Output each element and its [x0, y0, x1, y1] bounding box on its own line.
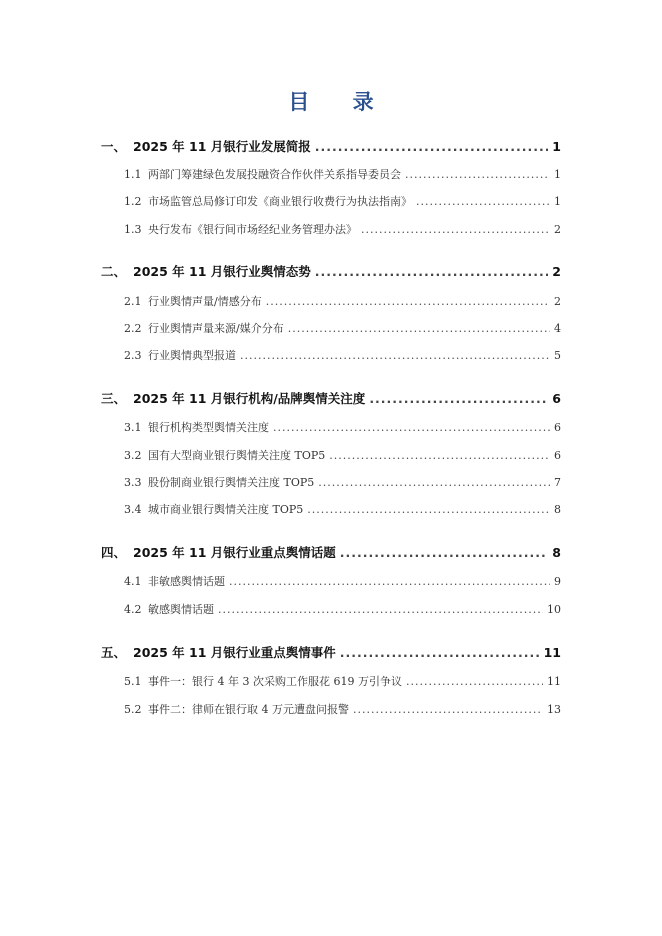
toc-entry-number: 3.1: [124, 421, 142, 434]
toc-entry-number: 2.3: [124, 349, 142, 362]
toc-leader-dots: [229, 575, 550, 588]
toc-section-entry[interactable]: [101, 643, 561, 661]
toc-section-entry[interactable]: [101, 543, 561, 561]
toc-leader-dots: [288, 322, 550, 335]
toc-page-number: 13: [547, 703, 561, 716]
toc-leader-dots: [240, 349, 550, 362]
toc-entry-number: 2.1: [124, 295, 142, 308]
toc-leader-dots: [315, 139, 549, 154]
toc-leader-dots: [307, 503, 550, 516]
toc-entry-title: 国有大型商业银行舆情关注度 TOP5: [148, 449, 326, 462]
toc-subsection-entry[interactable]: [124, 501, 561, 517]
toc-entry-number: 3.4: [124, 503, 142, 516]
toc-leader-dots: [405, 168, 550, 181]
toc-leader-dots: [315, 264, 549, 279]
toc-subsection-entry[interactable]: [124, 701, 561, 717]
toc-section-entry[interactable]: [101, 389, 561, 407]
toc-entry-title: 两部门筹建绿色发展投融资合作伙伴关系指导委员会: [148, 168, 401, 181]
toc-leader-dots: [340, 545, 549, 560]
toc-entry-title: 2025 年 11 月银行机构/品牌舆情关注度: [133, 391, 366, 406]
toc-leader-dots: [361, 223, 550, 236]
toc-subsection-entry[interactable]: [124, 601, 561, 617]
toc-page-number: 6: [554, 421, 561, 434]
toc-title: 目 录: [288, 89, 392, 114]
toc-entry-title: 银行机构类型舆情关注度: [148, 421, 269, 434]
toc-subsection-entry[interactable]: [124, 419, 561, 435]
toc-entry-title: 2025 年 11 月银行业舆情态势: [133, 264, 311, 279]
toc-page-number: 2: [552, 264, 561, 279]
toc-subsection-entry[interactable]: [124, 193, 561, 209]
toc-entry-title: 敏感舆情话题: [148, 603, 214, 616]
toc-leader-dots: [340, 645, 540, 660]
toc-entry-title: 2025 年 11 月银行业发展简报: [133, 139, 311, 154]
toc-entry-number: 二、: [101, 264, 127, 279]
toc-entry-number: 3.2: [124, 449, 142, 462]
toc-leader-dots: [329, 449, 550, 462]
toc-page-number: 9: [554, 575, 561, 588]
toc-entry-number: 1.1: [124, 168, 142, 181]
toc-subsection-entry[interactable]: [124, 474, 561, 490]
toc-entry-title: 事件一：银行 4 年 3 次采购工作服花 619 万引争议: [148, 675, 402, 688]
toc-entry-number: 4.2: [124, 603, 142, 616]
toc-entry-title: 行业舆情典型报道: [148, 349, 236, 362]
toc-entry-number: 5.2: [124, 703, 142, 716]
toc-subsection-entry[interactable]: [124, 320, 561, 336]
toc-leader-dots: [369, 391, 548, 406]
toc-leader-dots: [406, 675, 543, 688]
toc-section-entry[interactable]: [101, 137, 561, 155]
toc-entry-number: 四、: [101, 545, 127, 560]
toc-leader-dots: [266, 295, 550, 308]
toc-entry-number: 五、: [101, 645, 127, 660]
toc-entry-title: 行业舆情声量/情感分布: [148, 295, 262, 308]
toc-section-entry[interactable]: [101, 262, 561, 280]
toc-subsection-entry[interactable]: [124, 166, 561, 182]
toc-entry-title: 事件二：律师在银行取 4 万元遭盘问报警: [148, 703, 349, 716]
toc-leader-dots: [416, 195, 550, 208]
toc-leader-dots: [273, 421, 550, 434]
toc-entry-title: 2025 年 11 月银行业重点舆情事件: [133, 645, 336, 660]
toc-page-number: 1: [554, 168, 561, 181]
toc-page-number: 4: [554, 322, 561, 335]
toc-page-number: 5: [554, 349, 561, 362]
toc-leader-dots: [353, 703, 543, 716]
toc-page-number: 8: [554, 503, 561, 516]
toc-page-number: 11: [547, 675, 561, 688]
toc-entry-title: 城市商业银行舆情关注度 TOP5: [148, 503, 304, 516]
toc-page-number: 1: [554, 195, 561, 208]
toc-subsection-entry[interactable]: [124, 673, 561, 689]
toc-entry-number: 1.3: [124, 223, 142, 236]
toc-entry-title: 股份制商业银行舆情关注度 TOP5: [148, 476, 315, 489]
toc-entry-number: 三、: [101, 391, 127, 406]
toc-subsection-entry[interactable]: [124, 573, 561, 589]
toc-leader-dots: [218, 603, 543, 616]
toc-page-number: 11: [543, 645, 561, 660]
toc-entry-number: 5.1: [124, 675, 142, 688]
toc-subsection-entry[interactable]: [124, 347, 561, 363]
toc-entry-number: 4.1: [124, 575, 142, 588]
toc-entry-number: 1.2: [124, 195, 142, 208]
toc-entry-title: 非敏感舆情话题: [148, 575, 225, 588]
toc-subsection-entry[interactable]: [124, 221, 561, 237]
toc-entry-title: 央行发布《银行间市场经纪业务管理办法》: [148, 223, 357, 236]
toc-page-number: 6: [552, 391, 561, 406]
toc-page-number: 7: [554, 476, 561, 489]
toc-entry-title: 2025 年 11 月银行业重点舆情话题: [133, 545, 336, 560]
toc-page-number: 1: [552, 139, 561, 154]
toc-page-number: 6: [554, 449, 561, 462]
toc-entry-title: 行业舆情声量来源/媒介分布: [148, 322, 284, 335]
toc-page-number: 10: [547, 603, 561, 616]
toc-entry-title: 市场监管总局修订印发《商业银行收费行为执法指南》: [148, 195, 412, 208]
toc-entry-number: 3.3: [124, 476, 142, 489]
toc-page-number: 2: [554, 223, 561, 236]
toc-page-number: 2: [554, 295, 561, 308]
toc-leader-dots: [318, 476, 550, 489]
toc-entry-number: 2.2: [124, 322, 142, 335]
toc-entry-number: 一、: [101, 139, 127, 154]
toc-subsection-entry[interactable]: [124, 293, 561, 309]
toc-page-number: 8: [552, 545, 561, 560]
toc-subsection-entry[interactable]: [124, 447, 561, 463]
